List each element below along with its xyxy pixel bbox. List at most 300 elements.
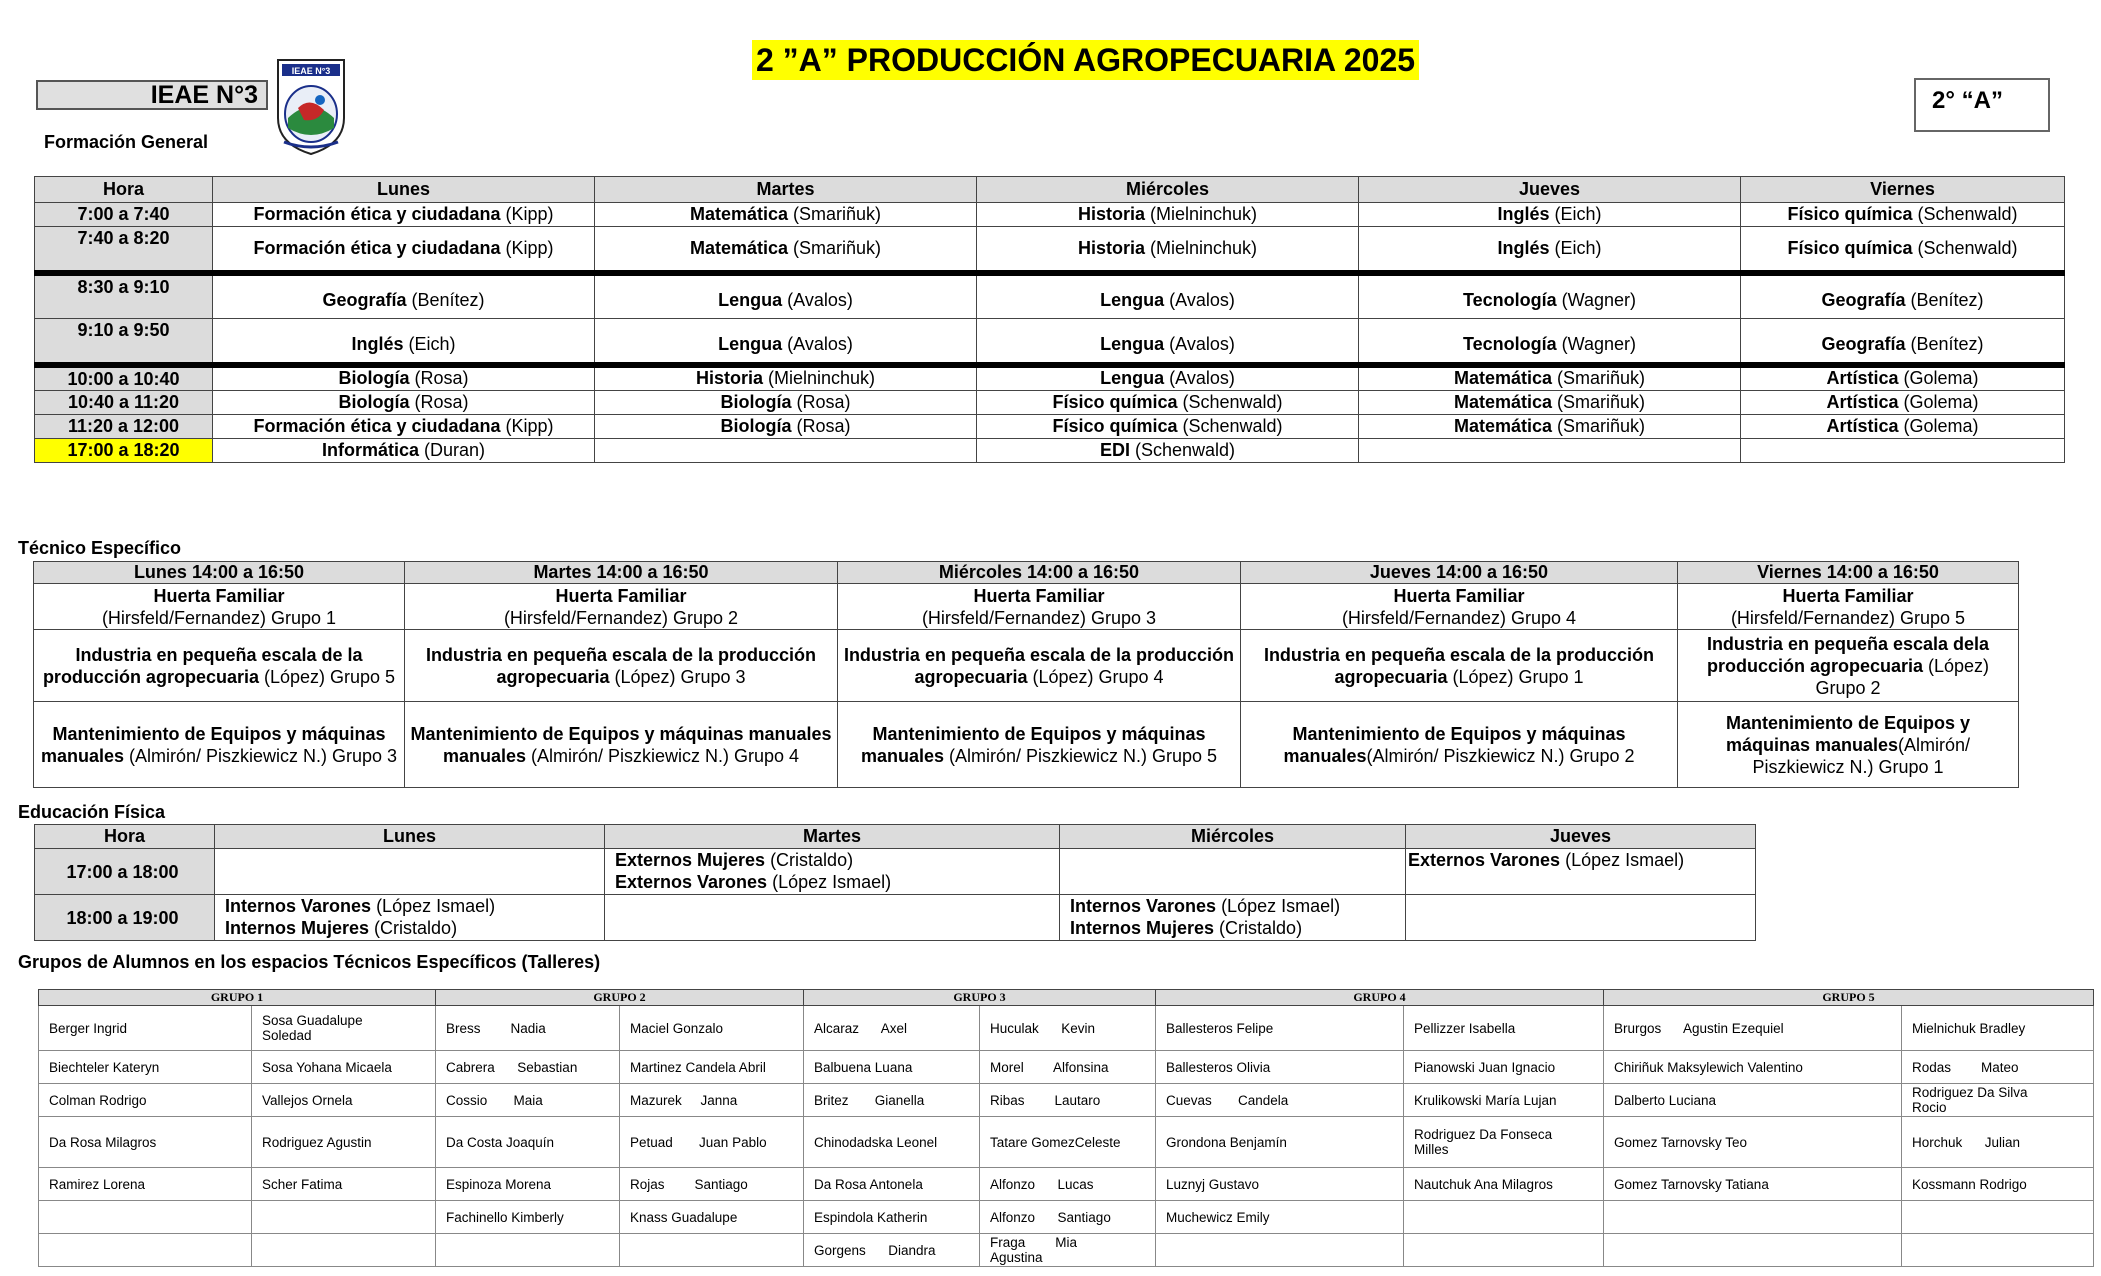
student-name: Martinez Candela Abril [620,1051,804,1084]
student-row [39,1117,2094,1168]
class-cell [1741,273,2065,319]
subject-name: Tecnología [1462,333,1557,354]
teacher-name: (Benítez) [1905,333,1984,354]
class-cell [595,319,977,365]
student-name: Cabrera Sebastian [436,1051,620,1084]
student-name [39,1201,252,1234]
school-logo [274,56,348,156]
student-name [436,1234,620,1267]
student-name: Fraga Mia Agustina [980,1234,1156,1267]
student-row [39,1234,2094,1267]
schedule-row [35,365,2065,391]
schedule-row [35,203,2065,227]
teacher-name: (Rosa) [409,368,469,388]
teacher-name: (Golema) [1898,391,1979,412]
student-row [39,1201,2094,1234]
tec-cell [1678,702,2019,788]
class-cell [1741,438,2065,462]
class-cell [213,203,595,227]
time-slot: 11:20 a 12:00 [35,414,213,438]
teacher-name: (Eich) [403,333,456,354]
tec-cell [838,702,1241,788]
class-cell [1741,414,2065,438]
subject-name: EDI [1099,439,1130,460]
subject-name: Tecnología [1462,290,1557,311]
teacher-name: (Benítez) [1905,290,1984,311]
teacher-name: (Rosa) [791,415,851,436]
class-cell [1359,438,1741,462]
ef-cell [1060,895,1406,941]
class-cell [213,273,595,319]
col-header-1: Lunes [213,177,595,203]
grupos-header-row [39,990,2094,1006]
logo-text: IEAE N°3 [291,66,331,76]
subject-name: Formación ética y ciudadana [253,204,501,224]
class-cell [1359,203,1741,227]
teacher-name: (Avalos) [782,333,853,354]
grupo-header-1: GRUPO 1 [39,990,436,1006]
subject-name: Matemática [689,237,789,258]
teacher-group: (Almirón/ Piszkiewicz N.) Grupo 2 [1366,745,1635,766]
teacher-name: (Avalos) [1164,368,1235,388]
class-cell [595,438,977,462]
class-cell [1359,390,1741,414]
ef-entry [615,871,1055,893]
subject-name: Historia [1077,237,1145,258]
student-name: Gomez Tarnovsky Teo [1604,1117,1902,1168]
student-name: Huculak Kevin [980,1006,1156,1051]
subject-name: Inglés [351,333,404,354]
teacher-name: (Wagner) [1556,333,1637,354]
student-name: Da Costa Joaquín [436,1117,620,1168]
ef-row [35,849,1756,895]
subject-name: Industria en pequeña escala dela producción agropecuaria [1706,633,1990,676]
teacher-name: (López Ismael) [1560,850,1685,870]
ef-cell [1406,849,1756,895]
student-name: Sosa Guadalupe Soledad [252,1006,436,1051]
student-name: Mielnichuk Bradley [1902,1006,2094,1051]
student-name: Rodriguez Da Fonseca Milles [1404,1117,1604,1168]
teacher-name: (Eich) [1549,237,1602,258]
teacher-name: (Cristaldo) [1214,918,1303,938]
class-cell [1741,227,2065,273]
subject-name: Externos Mujeres [615,850,766,870]
ef-col-header-2: Martes [605,825,1060,849]
student-name [1156,1234,1404,1267]
time-slot: 7:00 a 7:40 [35,203,213,227]
teacher-name: (Golema) [1898,368,1979,388]
subject-name: Mantenimiento de Equipos y máquinas manuales [40,723,386,766]
subject-name: Biología [720,415,792,436]
class-cell [213,390,595,414]
student-row [39,1084,2094,1117]
class-cell [595,273,977,319]
teacher-name: (Schenwald) [1912,237,2018,258]
tecnico-schedule-table [33,561,2019,788]
tec-cell [838,584,1241,630]
teacher-name: (Mielninchuk) [1144,237,1258,258]
student-name [1604,1201,1902,1234]
class-cell [1359,414,1741,438]
teacher-name: (Rosa) [409,391,469,412]
grupo-header-3: GRUPO 3 [804,990,1156,1006]
ef-entry [615,849,1055,871]
teacher-name: (Mielninchuk) [1144,204,1258,224]
school-name: IEAE N°3 [36,80,268,110]
class-cell [977,227,1359,273]
tec-col-header-2: Miércoles 14:00 a 16:50 [838,562,1241,584]
ef-entry [1408,849,1751,871]
ef-entry [1070,895,1401,917]
student-row [39,1006,2094,1051]
student-name: Petuad Juan Pablo [620,1117,804,1168]
student-name: Horchuk Julian [1902,1117,2094,1168]
student-name: Sosa Yohana Micaela [252,1051,436,1084]
subject-name: Lengua [1100,368,1165,388]
col-header-4: Jueves [1359,177,1741,203]
student-name [39,1234,252,1267]
student-name [1902,1201,2094,1234]
student-name: Colman Rodrigo [39,1084,252,1117]
student-name: Scher Fatima [252,1168,436,1201]
subject-name: Internos Varones [225,896,372,916]
student-name [1902,1234,2094,1267]
teacher-group: (Hirsfeld/Fernandez) Grupo 4 [1341,607,1577,628]
time-slot: 10:00 a 10:40 [35,365,213,391]
student-name: Tatare GomezCeleste [980,1117,1156,1168]
subject-name: Lengua [718,290,783,311]
student-name: Ramirez Lorena [39,1168,252,1201]
grupo-header-4: GRUPO 4 [1156,990,1604,1006]
student-name: Britez Gianella [804,1084,980,1117]
subject-name: Matemática [1453,391,1553,412]
student-name: Brurgos Agustin Ezequiel [1604,1006,1902,1051]
subject-name: Lengua [1100,333,1165,354]
student-name: Da Rosa Milagros [39,1117,252,1168]
teacher-name: (Schenwald) [1177,415,1283,436]
ef-row [35,895,1756,941]
tec-row [34,584,2019,630]
ef-col-header-3: Miércoles [1060,825,1406,849]
teacher-group: (Hirsfeld/Fernandez) Grupo 3 [921,607,1157,628]
class-cell [1359,273,1741,319]
student-name: Maciel Gonzalo [620,1006,804,1051]
section-label-formacion: Formación General [44,132,209,152]
teacher-group: (López) Grupo 5 [258,666,396,687]
ef-col-header-4: Jueves [1406,825,1756,849]
tec-cell [34,584,405,630]
schedule-row [35,390,2065,414]
teacher-name: (Cristaldo) [369,918,458,938]
col-header-5: Viernes [1741,177,2065,203]
subject-name: Matemática [1453,368,1553,388]
student-row [39,1051,2094,1084]
student-name: Rodriguez Da Silva Rocio [1902,1084,2094,1117]
subject-name: Internos Mujeres [225,918,370,938]
student-name: Kossmann Rodrigo [1902,1168,2094,1201]
teacher-group: (Almirón/ Piszkiewicz N.) Grupo 5 [943,745,1218,766]
section-label-tecnico: Técnico Específico [18,538,182,558]
subject-name: Inglés [1497,204,1550,224]
time-slot: 7:40 a 8:20 [35,227,213,273]
teacher-group: (Almirón/ Piszkiewicz N.) Grupo 1 [1752,734,1971,777]
teacher-name: (López Ismael) [767,872,892,892]
class-cell [213,365,595,391]
student-name: Gomez Tarnovsky Tatiana [1604,1168,1902,1201]
class-cell [213,227,595,273]
class-cell [977,438,1359,462]
schedule-row [35,414,2065,438]
class-cell [595,203,977,227]
student-name: Berger Ingrid [39,1006,252,1051]
student-name: Alfonzo Santiago [980,1201,1156,1234]
subject-name: Externos Varones [1408,850,1561,870]
tec-cell [1241,630,1678,702]
tec-cell [34,630,405,702]
tec-row [34,702,2019,788]
teacher-name: (Kipp) [500,204,554,224]
teacher-name: (Smariñuk) [788,237,882,258]
teacher-group: (López) Grupo 4 [1027,666,1164,687]
subject-name: Geografía [1821,333,1906,354]
subject-name: Físico química [1787,237,1913,258]
ef-cell [605,895,1060,941]
subject-name: Internos Mujeres [1070,918,1215,938]
ef-col-header-1: Lunes [215,825,605,849]
time-slot: 8:30 a 9:10 [35,273,213,319]
student-name: Pellizzer Isabella [1404,1006,1604,1051]
ef-header-row [35,825,1756,849]
class-cell [1359,227,1741,273]
class-cell [977,365,1359,391]
teacher-name: (Avalos) [782,290,853,311]
subject-name: Industria en pequeña escala de la producción agropecuaria [1263,644,1655,687]
subject-name: Artística [1826,368,1899,388]
student-name: Rodas Mateo [1902,1051,2094,1084]
tec-col-header-3: Jueves 14:00 a 16:50 [1241,562,1678,584]
subject-name: Historia [695,368,763,388]
subject-name: Inglés [1497,237,1550,258]
student-name: Balbuena Luana [804,1051,980,1084]
section-label-ef: Educación Física [18,802,166,822]
student-name: Ballesteros Felipe [1156,1006,1404,1051]
subject-name: Mantenimiento de Equipos y máquinas manuales [1725,712,1971,755]
teacher-name: (Kipp) [500,237,554,258]
course-badge: 2° “A” [1914,78,2050,132]
col-header-2: Martes [595,177,977,203]
teacher-name: (López Ismael) [371,896,496,916]
ef-entry [225,895,600,917]
tec-col-header-0: Lunes 14:00 a 16:50 [34,562,405,584]
student-name [1404,1201,1604,1234]
subject-name: Geografía [1821,290,1906,311]
teacher-name: (Smariñuk) [1552,391,1646,412]
general-header-row [35,177,2065,203]
teacher-name: (Schenwald) [1912,204,2018,224]
subject-name: Mantenimiento de Equipos y máquinas manuales [860,723,1206,766]
class-cell [977,203,1359,227]
student-name: Grondona Benjamín [1156,1117,1404,1168]
section-label-grupos: Grupos de Alumnos en los espacios Técnicos Específicos (Talleres) [18,952,601,972]
teacher-group: (Hirsfeld/Fernandez) Grupo 5 [1730,607,1966,628]
subject-name: Geografía [322,290,407,311]
student-name [620,1234,804,1267]
subject-name: Historia [1077,204,1145,224]
class-cell [1741,319,2065,365]
teacher-name: (Cristaldo) [765,850,854,870]
student-name [1604,1234,1902,1267]
tec-row [34,630,2019,702]
subject-name: Formación ética y ciudadana [253,415,501,436]
time-slot: 10:40 a 11:20 [35,390,213,414]
student-name: Chiriñuk Maksylewich Valentino [1604,1051,1902,1084]
grupo-header-2: GRUPO 2 [436,990,804,1006]
time-slot: 17:00 a 18:20 [35,438,213,462]
subject-name: Lengua [1100,290,1165,311]
subject-name: Matemática [1453,415,1553,436]
student-name: Ribas Lautaro [980,1084,1156,1117]
student-name: Gorgens Diandra [804,1234,980,1267]
subject-name: Físico química [1787,204,1913,224]
teacher-name: (Smariñuk) [1552,368,1646,388]
subject-name: Huerta Familiar [1393,585,1525,606]
student-name: Chinodadska Leonel [804,1117,980,1168]
time-slot: 9:10 a 9:50 [35,319,213,365]
teacher-name: (Avalos) [1164,333,1235,354]
subject-name: Mantenimiento de Equipos y máquinas manuales manuales [410,723,832,766]
page-title: 2 ”A” PRODUCCIÓN AGROPECUARIA 2025 [0,42,2101,79]
ef-schedule-table [34,824,1756,941]
ef-cell [605,849,1060,895]
class-cell [595,365,977,391]
student-name: Nautchuk Ana Milagros [1404,1168,1604,1201]
teacher-group: (López) Grupo 3 [609,666,746,687]
student-name: Espindola Katherin [804,1201,980,1234]
teacher-group: (Almirón/ Piszkiewicz N.) Grupo 4 [525,745,800,766]
col-header-0: Hora [35,177,213,203]
tec-cell [405,584,838,630]
tec-cell [838,630,1241,702]
tec-col-header-1: Martes 14:00 a 16:50 [405,562,838,584]
subject-name: Artística [1826,415,1899,436]
student-name: Pianowski Juan Ignacio [1404,1051,1604,1084]
ef-cell [1406,895,1756,941]
student-name: Krulikowski María Lujan [1404,1084,1604,1117]
teacher-name: (Golema) [1898,415,1979,436]
student-name: Alcaraz Axel [804,1006,980,1051]
col-header-3: Miércoles [977,177,1359,203]
subject-name: Industria en pequeña escala de la producción agropecuaria [843,644,1235,687]
student-name [252,1201,436,1234]
subject-name: Biología [720,391,792,412]
subject-name: Físico química [1052,391,1178,412]
student-row [39,1168,2094,1201]
teacher-group: (Almirón/ Piszkiewicz N.) Grupo 3 [123,745,398,766]
schedule-row [35,273,2065,319]
subject-name: Internos Varones [1070,896,1217,916]
class-cell [595,227,977,273]
student-name: Da Rosa Antonela [804,1168,980,1201]
general-schedule-table [34,176,2065,463]
subject-name: Industria en pequeña escala de la producción agropecuaria [42,644,363,687]
student-name: Rodriguez Agustin [252,1117,436,1168]
class-cell [1741,390,2065,414]
teacher-name: (Duran) [419,439,486,460]
class-cell [977,390,1359,414]
class-cell [1359,365,1741,391]
subject-name: Matemática [689,204,789,224]
teacher-name: (Smariñuk) [788,204,882,224]
class-cell [977,273,1359,319]
student-name: Cossio Maia [436,1084,620,1117]
class-cell [595,414,977,438]
teacher-name: (Kipp) [500,415,554,436]
subject-name: Informática [321,439,419,460]
time-slot: 17:00 a 18:00 [35,849,215,895]
student-name: Biechteler Kateryn [39,1051,252,1084]
teacher-name: (Wagner) [1556,290,1637,311]
subject-name: Huerta Familiar [1782,585,1914,606]
grupo-header-5: GRUPO 5 [1604,990,2094,1006]
student-name: Alfonzo Lucas [980,1168,1156,1201]
student-name: Cuevas Candela [1156,1084,1404,1117]
ef-col-header-0: Hora [35,825,215,849]
tec-cell [1678,630,2019,702]
subject-name: Huerta Familiar [555,585,687,606]
subject-name: Biología [338,391,410,412]
teacher-name: (López Ismael) [1216,896,1341,916]
schedule-row [35,227,2065,273]
tec-col-header-4: Viernes 14:00 a 16:50 [1678,562,2019,584]
tec-cell [405,630,838,702]
teacher-name: (Rosa) [791,391,851,412]
student-name: Espinoza Morena [436,1168,620,1201]
subject-name: Artística [1826,391,1899,412]
teacher-name: (Benítez) [406,290,485,311]
student-name: Luznyj Gustavo [1156,1168,1404,1201]
subject-name: Mantenimiento de Equipos y máquinas manuales [1283,723,1626,766]
teacher-group: (Hirsfeld/Fernandez) Grupo 2 [503,607,739,628]
ef-cell [215,895,605,941]
class-cell [977,414,1359,438]
subject-name: Biología [338,368,410,388]
subject-name: Formación ética y ciudadana [253,237,501,258]
student-name: Bress Nadia [436,1006,620,1051]
teacher-group: (López) Grupo 2 [1815,655,1990,698]
tec-cell [405,702,838,788]
student-name: Knass Guadalupe [620,1201,804,1234]
tec-cell [1241,702,1678,788]
tecnico-header-row [34,562,2019,584]
class-cell [977,319,1359,365]
class-cell [213,438,595,462]
student-name: Morel Alfonsina [980,1051,1156,1084]
class-cell [1741,203,2065,227]
teacher-name: (Smariñuk) [1552,415,1646,436]
time-slot: 18:00 a 19:00 [35,895,215,941]
ef-entry [225,917,600,939]
subject-name: Externos Varones [615,872,768,892]
tec-cell [1241,584,1678,630]
class-cell [213,319,595,365]
teacher-name: (Schenwald) [1129,439,1236,460]
tec-cell [34,702,405,788]
teacher-name: (Mielninchuk) [762,368,876,388]
class-cell [213,414,595,438]
ef-entry [1070,917,1401,939]
schedule-row [35,319,2065,365]
student-name: Mazurek Janna [620,1084,804,1117]
